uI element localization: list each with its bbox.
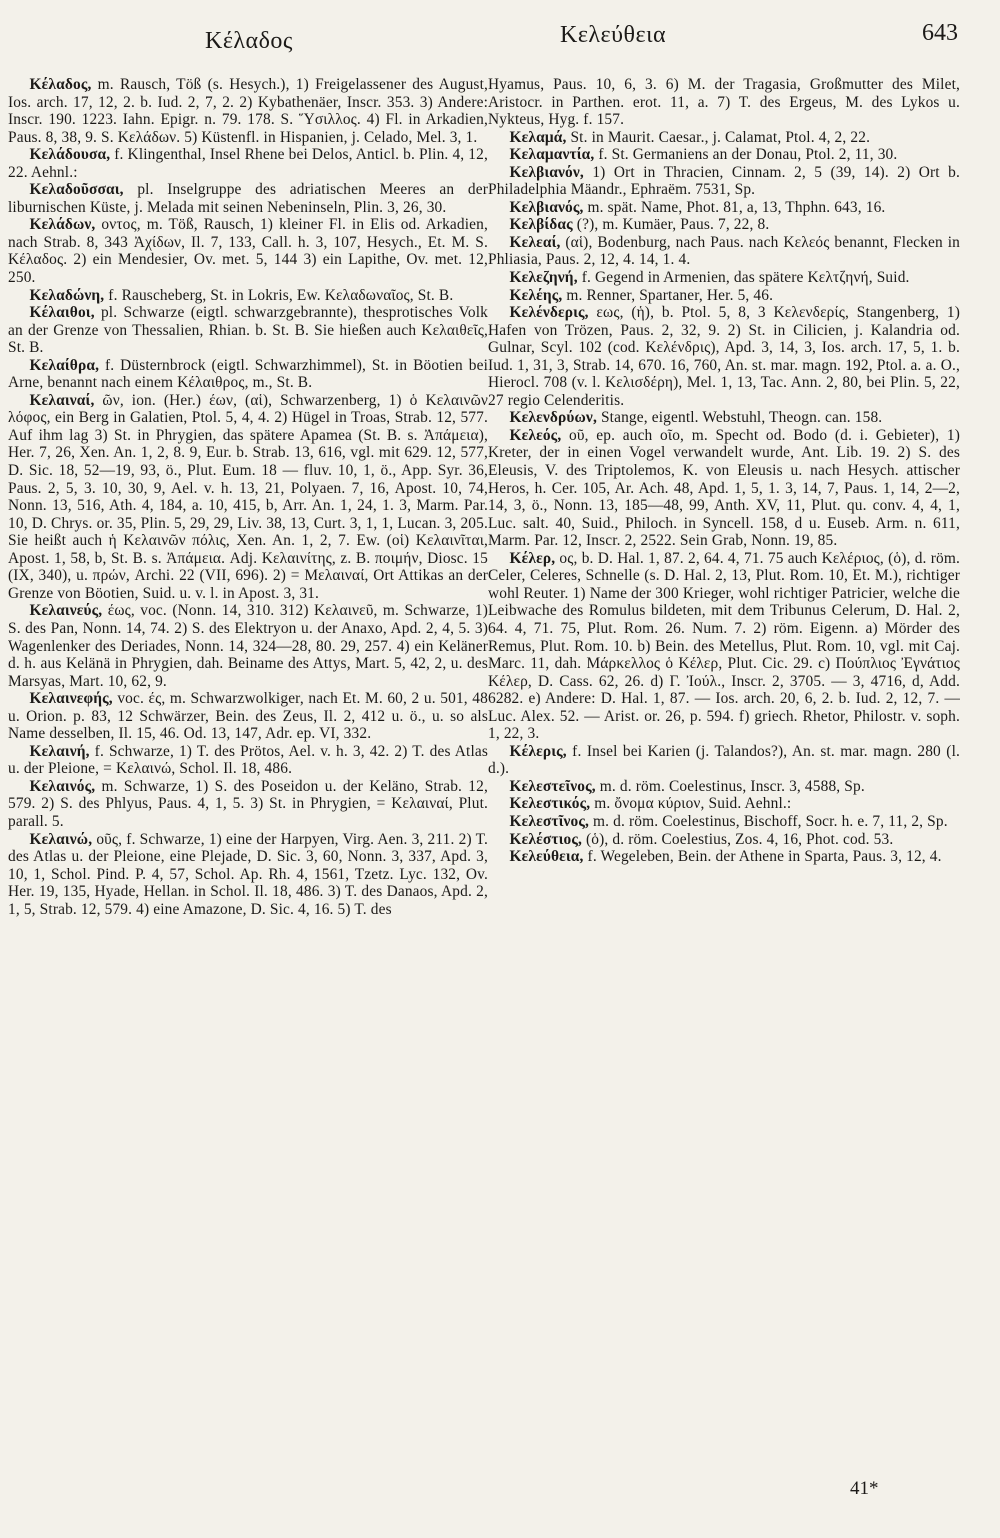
- entry-headword: Κελεαί,: [509, 233, 561, 251]
- entry-text: m. Renner, Spartaner, Her. 5, 46.: [562, 286, 774, 304]
- entry-text: οῦ, ep. auch οῖο, m. Specht od. Bodo (d. i. Gebieter), 1) Kreter, der in einen Vogel verwandelt wurde, Ant. Lib. 19. 2) S. des Eleusis, V. des Triptolemos, K. von Eleusis u. nach Hesych. attischer Heros, h. Cer. 105, Ar. Ach. 48, Apd. 1, 5, 1. 3, 14, 7, Paus. 1, 14, 2—2, 14, 3, ö., Nonn. 13, 185—48, 99, Anth. XV, 11, Plut. qu. conv. 4, 4, 1, Luc. salt. 40, Suid., Philoch. in Syncell. 158, d u. Euseb. Arm. n. 611, Marm. Par. 12, Inscr. 2, 2522. Sein Grab, Nonn. 19, 85.: [488, 426, 960, 550]
- dictionary-entry: [8, 778, 488, 831]
- dictionary-entry: [8, 216, 488, 286]
- entry-text: f. Gegend in Armenien, das spätere Κελτζηνή, Suid.: [577, 269, 910, 287]
- entry-headword: Κέλαδος,: [29, 76, 92, 93]
- entry-headword: Κελεζηνή,: [509, 269, 578, 287]
- header-last-headword: Κελεύθεια: [560, 22, 667, 48]
- entry-headword: Κέλερ,: [509, 549, 556, 567]
- dictionary-entry: [488, 269, 960, 287]
- entry-headword: Κελάδουσα,: [29, 146, 111, 164]
- entry-text: voc. ές, m. Schwarzwolkiger, nach Et. M. 60, 2 u. 501, 48 u. Orion. p. 83, 12 Schwärzer, Bein. des Zeus, Il. 2, 412 u. ö., u. so als Name desselben, Il. 15, 46. Od. 13, 147, Adr. ep. VI, 332.: [8, 690, 488, 743]
- dictionary-entry: [488, 146, 960, 164]
- entry-headword: Κελεύθεια,: [509, 848, 584, 866]
- entry-text: 1) Ort in Thracien, Cinnam. 2, 5 (39, 14). 2) Ort b. Philadelphia Mäandr., Ephraëm. 7531, Sp.: [488, 163, 960, 199]
- entry-headword: Κελάδων,: [29, 216, 96, 234]
- entry-text: pl. Schwarze (eigtl. schwarzgebrannte), thesprotisches Volk an der Grenze von Thessalien, Rhian. b. St. B. Sie hießen auch Κελαιθεῖς, St. B.: [8, 304, 488, 357]
- entry-headword: Κελαίθρα,: [29, 356, 100, 374]
- dictionary-entry: [488, 743, 960, 778]
- dictionary-entry: [488, 304, 960, 409]
- entry-headword: Κελέστιος,: [509, 830, 583, 848]
- entry-headword: Κελαινός,: [29, 777, 96, 795]
- entry-headword: Κελεστικός,: [509, 795, 591, 813]
- entry-text: m. Schwarze, 1) S. des Poseidon u. der Keläno, Strab. 12, 579. 2) S. des Phlyus, Paus. 4, 1, 5. 3) St. in Phrygien, = Κελαιναί, Plut. parall. 5.: [8, 777, 488, 830]
- dictionary-entry: [488, 778, 960, 796]
- dictionary-entry: [488, 831, 960, 849]
- dictionary-entry: [8, 743, 488, 778]
- entry-text: St. in Maurit. Caesar., j. Calamat, Ptol. 4, 2, 22.: [566, 128, 871, 146]
- entry-headword: Κελαινή,: [29, 742, 90, 760]
- entry-text: f. Wegeleben, Bein. der Athene in Sparta, Paus. 3, 12, 4.: [583, 848, 942, 866]
- entry-headword: Κελαδοῦσσαι,: [29, 181, 124, 199]
- right-column: [488, 76, 960, 866]
- entry-headword: Κελαμαντία,: [509, 146, 595, 164]
- entry-text: f. St. Germaniens an der Donau, Ptol. 2, 11, 30.: [594, 146, 898, 164]
- entry-headword: Κελαδώνη,: [29, 286, 105, 304]
- dictionary-entry: [488, 795, 960, 813]
- dictionary-entry: [8, 304, 488, 357]
- entry-headword: Κελεστῖνος,: [509, 812, 590, 830]
- entry-text: f. Düsternbrock (eigtl. Schwarzhimmel), St. in Böotien bei Arne, benannt nach einem Κέλαιθρος, m., St. B.: [8, 356, 488, 392]
- dictionary-entry: [488, 129, 960, 147]
- dictionary-entry: [488, 287, 960, 305]
- dictionary-entry: [8, 181, 488, 216]
- entry-text: εως, (ἡ), b. Ptol. 5, 8, 3 Κελενδερίς, Stangenberg, 1) Hafen von Trözen, Paus. 2, 32, 9. 2) St. in Cilicien, j. Kalandria od. Gulnar, Scyl. 102 (cod. Κελένδρις), Apd. 3, 14, 3, Ios. arch. 17, 5, 1. b. Iud. 1, 31, 3, Strab. 14, 670. 16, 760, An. st. mar. magn. 192, Ptol. a. a. O., Hierocl. 708 (v. l. Κελισδέρη), Mel. 1, 13, Tac. Ann. 2, 80, bei Plin. 5, 22, 27 regio Celenderitis.: [488, 304, 960, 409]
- left-column: [8, 76, 488, 918]
- entry-headword: Κελένδερις,: [509, 304, 589, 322]
- dictionary-entry: [8, 357, 488, 392]
- dictionary-entry: [8, 146, 488, 181]
- dictionary-entry: [488, 76, 960, 129]
- entry-headword: Κελβιανός,: [509, 198, 584, 216]
- entry-headword: Κελβιανόν,: [509, 163, 584, 181]
- entry-text: (ὁ), d. röm. Coelestius, Zos. 4, 16, Phot. cod. 53.: [582, 830, 894, 848]
- entry-text: f. Klingenthal, Insel Rhene bei Delos, Anticl. b. Plin. 4, 12, 22. Aehnl.:: [8, 146, 488, 181]
- dictionary-entry: [488, 409, 960, 427]
- page-number: 643: [922, 20, 958, 46]
- entry-headword: Κελαινώ,: [29, 830, 93, 848]
- entry-headword: Κελαμά,: [509, 128, 567, 146]
- entry-text: m. d. röm. Coelestinus, Bischoff, Socr. h. e. 7, 11, 2, Sp.: [589, 812, 948, 830]
- dictionary-entry: [488, 199, 960, 217]
- entry-headword: Κελβίδας: [509, 216, 573, 234]
- entry-headword: Κελενδρύων,: [509, 409, 597, 427]
- entry-headword: Κελεός,: [509, 426, 562, 444]
- entry-text: m. Rausch, Töß (s. Hesych.), 1) Freigelassener des August, Ios. arch. 17, 12, 2. b. Iud. 2, 7, 2. 2) Kybathenäer, Inscr. 353. 3) Andere: Inscr. 190. 1223. Iahn. Epigr. n. 79. 178. S. Ὕσιλλος. 4) Fl. in Arkadien, Paus. 8, 38, 9. S. Κελάδων. 5) Küstenfl. in Hispanien, j. Celado, Mel. 3, 1.: [8, 76, 488, 146]
- dictionary-entry: [488, 427, 960, 550]
- entry-headword: Κελεστεῖνος,: [509, 777, 596, 795]
- entry-headword: Κέλερις,: [509, 742, 567, 760]
- dictionary-entry: [8, 690, 488, 743]
- signature-mark: 41*: [850, 1478, 879, 1499]
- entry-headword: Κελαινεφής,: [29, 690, 113, 708]
- dictionary-entry: [488, 550, 960, 743]
- dictionary-entry: [488, 164, 960, 199]
- dictionary-entry: [8, 602, 488, 690]
- entry-text: f. Schwarze, 1) T. des Prötos, Ael. v. h. 3, 42. 2) T. des Atlas u. der Pleione, = Κελαινώ, Schol. Il. 18, 486.: [8, 742, 488, 778]
- running-header: [0, 22, 1000, 58]
- dictionary-entry: [488, 234, 960, 269]
- entry-text: pl. Inselgruppe des adriatischen Meeres an der liburnischen Küste, j. Melada mit seinen Nebeninseln, Plin. 3, 26, 30.: [8, 181, 488, 216]
- dictionary-entry: [488, 848, 960, 866]
- entry-headword: Κελέης,: [509, 286, 563, 304]
- dictionary-entry: [488, 216, 960, 234]
- entry-text: ῶν, ion. (Her.) έων, (αἱ), Schwarzenberg, 1) ὁ Κελαινῶν λόφος, ein Berg in Galatien, Ptol. 5, 4, 4. 2) Hügel in Troas, Strab. 12, 577. Auf ihm lag 3) St. in Phrygien, das spätere Apamea (St. B. s. Ἀπάμεια), Her. 7, 26, Xen. An. 1, 2, 8. 9, Eur. b. Strab. 13, 616, vgl. mit 629. 12, 577, D. Sic. 18, 52—19, 93, ö., Plut. Eum. 18 — fluv. 10, 1, ö., App. Syr. 36, Paus. 2, 5, 3. 10, 30, 9, Ael. v. h. 13, 21, Polyaen. 7, 16, Apost. 10, 74, Nonn. 13, 516, Ath. 4, 184, a. 10, 415, b, Arr. An. 1, 24, 1. 3, Marm. Par. 10, D. Chrys. or. 35, Plin. 5, 29, 29, Liv. 38, 13, Curt. 3, 1, 1, Lucan. 3, 205. Sie heißt auch ἡ Κελαινῶν πόλις, Xen. An. 1, 2, 7. Ew. (οἱ) Κελαινῖται, Apost. 1, 58, b, St. B. s. Ἀπάμεια. Adj. Κελαινίτης, z. B. ποιμήν, Diosc. 15 (IX, 340), u. πρών, Archi. 22 (VII, 696). 2) = Μελαιναί, Ort Attikas an der Grenze von Böotien, Suid. u. v. l. in Apost. 3, 31.: [8, 391, 488, 602]
- entry-text: f. Rauscheberg, St. in Lokris, Ew. Κελαδωναῖος, St. B.: [104, 286, 454, 304]
- entry-text: ος, b. D. Hal. 1, 87. 2, 64. 4, 71. 75 auch Κελέριος, (ὁ), d. röm. Celer, Celeres, Schnelle (s. D. Hal. 2, 13, Plut. Rom. 10, Et. M.), richtiger wohl Reuter. 1) Name der 300 Krieger, wohl richtiger Patricier, welche die Leibwache des Romulus bildeten, mit dem Tribunus Celerum, D. Hal. 2, 64. 4, 71. 75, Plut. Rom. 26. Num. 7. 2) röm. Eigenn. a) Mörder des Remus, Plut. Rom. 10. b) Bein. des Metellus, Plut. Rom. 10, vgl. mit Caj. Marc. 11, dah. Μάρκελλος ὁ Κέλερ, Plut. Cic. 29. c) Πούπλιος Ἐγνάτιος Κέλερ, D. Cass. 62, 26. d) Γ. Ἰούλ., Inscr. 2, 3705. — 3, 4716, d, Add. 6282. e) Andere: D. Hal. 1, 87. — Ios. arch. 20, 6, 2. b. Iud. 2, 12, 7. — Luc. Alex. 52. — Arist. or. 26, p. 594. f) griech. Rhetor, Philostr. v. soph. 1, 22, 3.: [488, 549, 960, 743]
- entry-text: m. d. röm. Coelestinus, Inscr. 3, 4588, Sp.: [595, 777, 865, 795]
- entry-text: οῦς, f. Schwarze, 1) eine der Harpyen, Virg. Aen. 3, 211. 2) T. des Atlas u. der Pleione, eine Plejade, D. Sic. 3, 60, Nonn. 3, 337, Apd. 3, 10, 1, Schol. Pind. P. 4, 57, Schol. Ap. Rh. 4, 1561, Tzetz. Lyc. 132, Ov. Her. 19, 135, Hyade, Hellan. in Schol. Il. 18, 486. 3) T. des Danaos, Apd. 2, 1, 5, Strab. 12, 579. 4) eine Amazone, D. Sic. 4, 16. 5) T. des: [8, 830, 488, 918]
- entry-text: έως, voc. (Nonn. 14, 310. 312) Κελαινεῦ, m. Schwarze, 1) S. des Pan, Nonn. 14, 74. 2) S. des Elektryon u. der Anaxo, Apd. 2, 4, 5. 3) Wagenlenker des Deriades, Nonn. 14, 324—28, 80. 29, 257. 4) ein Keläner d. h. aus Kelänä in Phrygien, dah. Beiname des Attys, Mart. 5, 42, 2, u. des Marsyas, Mart. 10, 62, 9.: [8, 602, 488, 690]
- dictionary-entry: [8, 76, 488, 146]
- entry-text: Hyamus, Paus. 10, 6, 3. 6) M. der Tragasia, Großmutter des Milet, Aristocr. in Parthen. erot. 11, a. 7) T. des Ergeus, M. des Lykos u. Nykteus, Hyg. f. 157.: [488, 76, 960, 129]
- entry-headword: Κελαιναί,: [29, 391, 95, 409]
- dictionary-entry: [8, 831, 488, 919]
- entry-text: Stange, eigentl. Webstuhl, Theogn. can. 158.: [596, 409, 883, 427]
- entry-text: οντος, m. Töß, Rausch, 1) kleiner Fl. in Elis od. Arkadien, nach Strab. 8, 343 Ἀχίδων, Il. 7, 133, Call. h. 3, 107, Hesych., Et. M. S. Κέλαδος. 2) ein Mendesier, Ov. met. 5, 144 3) ein Lapithe, Ov. met. 12, 250.: [8, 216, 488, 287]
- dictionary-entry: [8, 287, 488, 305]
- dictionary-entry: [8, 392, 488, 603]
- dictionary-entry: [488, 813, 960, 831]
- header-first-headword: Κέλαδος: [205, 28, 293, 54]
- entry-text: (αἱ), Bodenburg, nach Paus. nach Κελεός benannt, Flecken in Phliasia, Paus. 2, 12, 4. 14, 1. 4.: [488, 233, 960, 269]
- entry-text: m. spät. Name, Phot. 81, a, 13, Thphn. 643, 16.: [583, 198, 886, 216]
- entry-headword: Κελαινεύς,: [29, 602, 103, 620]
- entry-headword: Κέλαιθοι,: [29, 304, 95, 322]
- entry-text: (?), m. Kumäer, Paus. 7, 22, 8.: [572, 216, 770, 234]
- entry-text: m. ὄνομα κύριον, Suid. Aehnl.:: [590, 795, 792, 813]
- entry-text: f. Insel bei Karien (j. Talandos?), An. st. mar. magn. 280 (l. d.).: [488, 742, 960, 778]
